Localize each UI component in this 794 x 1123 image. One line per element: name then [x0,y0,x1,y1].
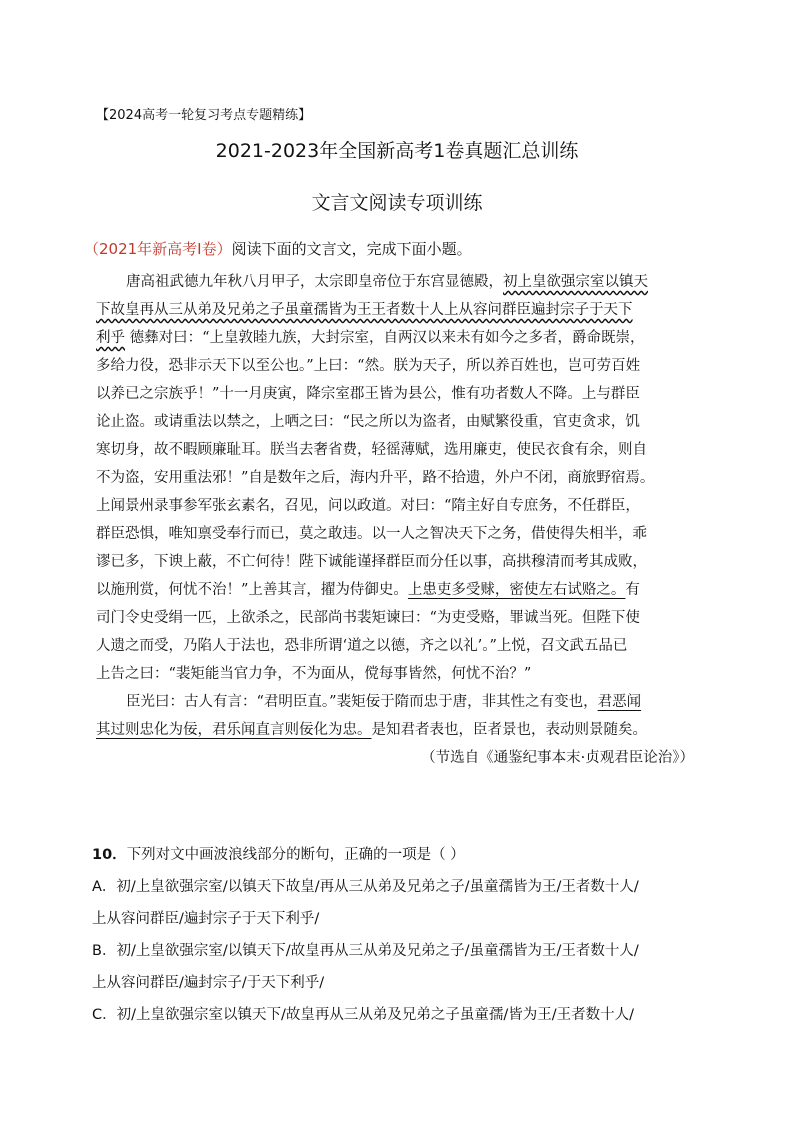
option-a-continued: 上从容问群臣/遍封宗子于天下利乎/ [92,911,320,927]
passage-line [96,381,700,409]
passage-text: 唐高祖武德九年秋八月甲子，太宗即皇帝位于东宫显德殿， [126,274,503,290]
page-subtitle: 文言文阅读专项训练 [311,192,483,214]
passage-text: 德彝对曰：“上皇敦睦九族，大封宗室，自两汉以来未有如今之多者，爵命既崇， [129,330,645,346]
passage-text: 司门令史受绢一匹，上欲杀之，民部尚书裴矩谏曰：“为吏受赂，罪诚当死。但陛下使 [96,610,640,626]
passage-line [96,353,700,381]
exam-tag: 【2024高考一轮复习考点专题精练】 [96,108,312,123]
passage-text: 上告之曰：“裴矩能当官力争，不为面从，傥每事皆然，何忧不治？” [96,666,532,682]
passage-text: 论止盗。或请重法以禁之，上哂之曰：“民之所以为盗者，由赋繁役重，官吏贪求，饥 [96,414,640,430]
passage-line [96,717,700,745]
passage-text: 有 [625,582,640,598]
question-number: 10． [92,847,127,863]
passage-source: （节选自《通鉴纪事本末·贞观君臣论治》） [421,750,694,766]
passage-line [96,521,700,549]
underlined-text: 君恶闻 [597,694,642,710]
passage-line [96,325,700,353]
wavy-underlined-text: 利乎 [96,330,125,346]
option-a: A．初/上皇欲强宗室/以镇天下故皇/再从三从弟及兄弟之子/虽童孺皆为王/王者数十人/ [92,879,639,895]
passage-text: 以施刑赏，何忧不治！”上善其言，擢为侍御史。 [96,582,408,598]
passage-text: 上闻景州录事参军张玄素名，召见，问以政道。对曰：“隋主好自专庶务，不任群臣， [96,498,640,514]
wavy-underlined-text: 下故皇再从三从弟及兄弟之子虽童孺皆为王王者数十人上从容问群臣遍封宗子于天下 [96,302,633,318]
passage-line [96,297,700,325]
passage-text: 是知君者表也，臣者景也，表动则景随矣。 [371,722,647,738]
passage-intro [84,238,472,259]
exam-source-label: （2021年新高考Ⅰ卷） [84,240,232,258]
passage-text: 不为盗，安用重法邪！”自是数年之后，海内升平，路不拾遗，外户不闭，商旅野宿焉。 [96,470,655,486]
question-stem [92,840,712,872]
question-block [92,840,712,1032]
passage-line [96,549,700,577]
passage-line [96,633,700,661]
instruction-text: 阅读下面的文言文，完成下面小题。 [231,240,472,258]
passage-text: 人遗之而受，乃陷人于法也，恐非所谓‘道之以德，齐之以礼’。”上悦，召文武五品已 [96,638,628,654]
passage-line [96,689,700,717]
passage-line [96,465,700,493]
passage-text: 谬已多，下谀上蔽，不亡何待！陛下诚能谨择群臣而分任以事，高拱穆清而考其成败， [96,554,647,570]
option-b-continued: 上从容问群臣/遍封宗子/于天下利乎/ [92,975,325,991]
passage-text: 臣光曰：古人有言：“君明臣直。”裴矩佞于隋而忠于唐，非其性之有变也， [126,694,598,710]
passage-line [96,409,700,437]
passage-line [96,605,700,633]
passage-line [96,269,700,297]
passage-line [96,493,700,521]
passage-text: 多给力役，恐非示天下以至公也。”上曰：“然。朕为天子，所以养百姓也，岂可劳百姓 [96,358,641,374]
classical-passage [96,269,700,773]
passage-line [96,577,700,605]
underlined-text: 上患吏多受赇，密使左右试赂之。 [407,582,626,598]
page-title: 2021-2023年全国新高考1卷真题汇总训练 [215,140,579,162]
question-text: 下列对文中画波浪线部分的断句，正确的一项是（ ） [126,847,465,863]
underlined-text: 其过则忠化为佞，君乐闻直言则佞化为忠。 [96,722,372,738]
option-b: B．初/上皇欲强宗室/以镇天下/故皇再从三从弟及兄弟之子/虽童孺皆为王/王者数十人/ [92,943,639,959]
wavy-underlined-text: 初上皇欲强宗室以镇天 [503,274,648,290]
passage-line [96,437,700,465]
passage-text: 以养已之宗族乎！”十一月庚寅，降宗室郡王皆为县公，惟有功者数人不降。上与群臣 [96,386,640,402]
passage-text: 群臣恐惧，唯知禀受奉行而已，莫之敢违。以一人之智决天下之务，借使得失相半，乖 [96,526,647,542]
passage-line [96,661,700,689]
option-c: C．初/上皇欲强宗室以镇天下/故皇再从三从弟及兄弟之子虽童孺/皆为王/王者数十人/ [92,1007,635,1023]
passage-text: 寒切身，故不暇顾廉耻耳。朕当去奢省费，轻徭薄赋，选用廉吏，使民衣食有余，则自 [96,442,647,458]
